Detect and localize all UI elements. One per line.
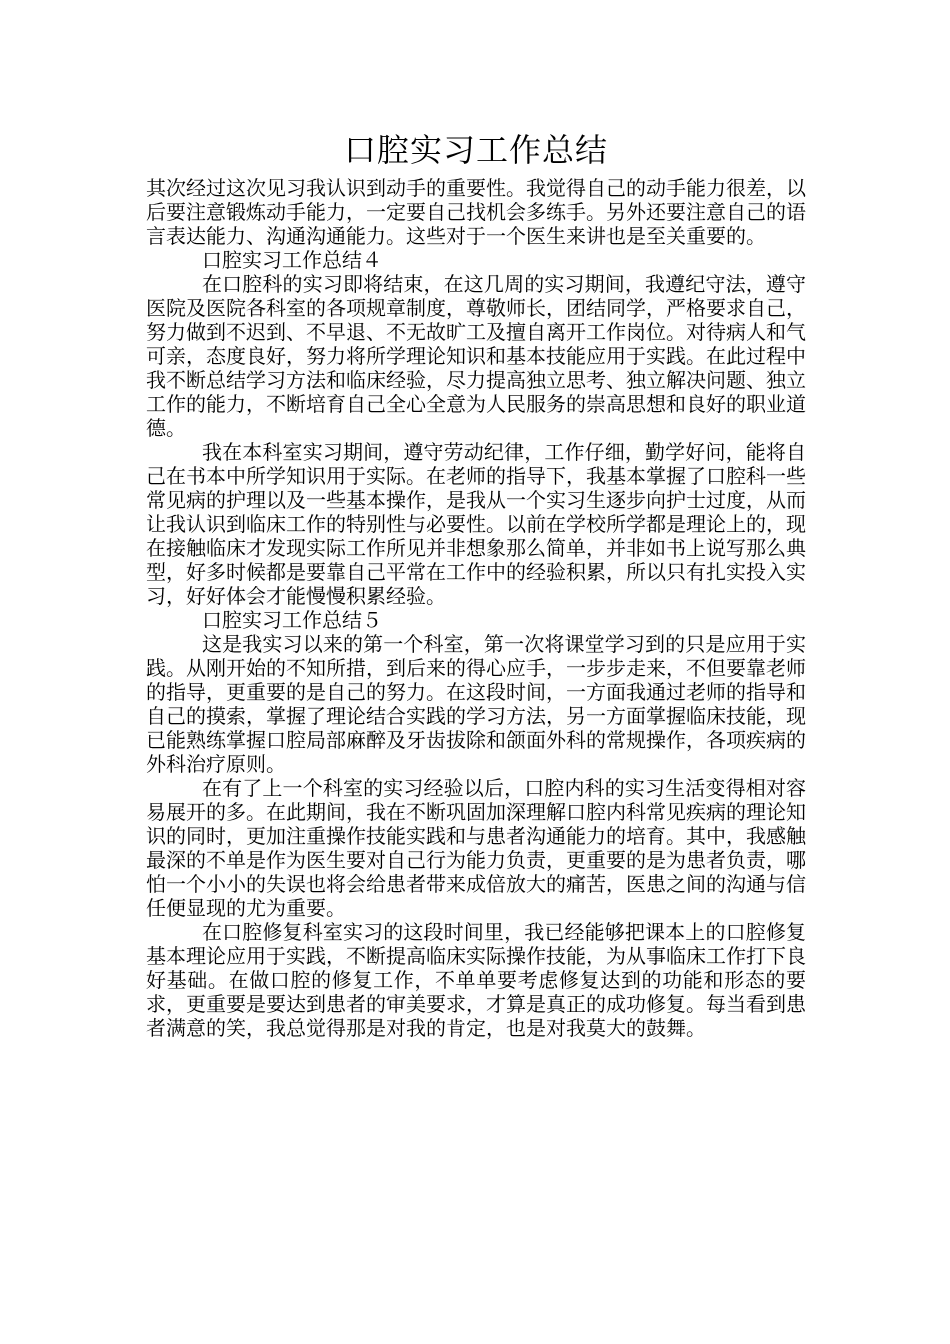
section-heading-4: 口腔实习工作总结４ [202,248,382,272]
document-page [146,128,806,1040]
section-heading-5: 口腔实习工作总结５ [202,608,382,632]
paragraph-section4-2: 我在本科室实习期间，遵守劳动纪律，工作仔细，勤学好问，能将自己在书本中所学知识用于实际。在老师的指导下，我基本掌握了口腔科一些常见病的护理以及一些基本操作，是我从一个实习生逐步向护士过度，从而让我认识到临床工作的特别性与必要性。以前在学校所学都是理论上的，现在接触临床才发现实际工作所见并非想象那么简单，并非如书上说写那么典型，好多时候都是要靠自己平常在工作中的经验积累，所以只有扎实投入实习，好好体会才能慢慢积累经验。 [146,440,806,608]
paragraph-section4-1: 在口腔科的实习即将结束，在这几周的实习期间，我遵纪守法，遵守医院及医院各科室的各项规章制度，尊敬师长，团结同学，严格要求自己，努力做到不迟到、不早退、不无故旷工及擅自离开工作岗位。对待病人和气可亲，态度良好，努力将所学理论知识和基本技能应用于实践。在此过程中我不断总结学习方法和临床经验，尽力提高独立思考、独立解决问题、独立工作的能力，不断培育自己全心全意为人民服务的崇高思想和良好的职业道德。 [146,272,806,440]
document-title: 口腔实习工作总结 [343,131,608,169]
paragraph-section5-1: 这是我实习以来的第一个科室，第一次将课堂学习到的只是应用于实践。从刚开始的不知所措，到后来的得心应手，一步步走来，不但要靠老师的指导，更重要的是自己的努力。在这段时间，一方面我通过老师的指导和自己的摸索，掌握了理论结合实践的学习方法，另一方面掌握临床技能，现已能熟练掌握口腔局部麻醉及牙齿拔除和颌面外科的常规操作，各项疾病的外科治疗原则。 [146,632,806,776]
paragraph-intro: 其次经过这次见习我认识到动手的重要性。我觉得自己的动手能力很差，以后要注意锻炼动手能力，一定要自己找机会多练手。另外还要注意自己的语言表达能力、沟通沟通能力。这些对于一个医生来讲也是至关重要的。 [146,176,806,248]
paragraph-section5-3: 在口腔修复科室实习的这段时间里，我已经能够把课本上的口腔修复基本理论应用于实践，不断提高临床实际操作技能，为从事临床工作打下良好基础。在做口腔的修复工作，不单单要考虑修复达到的功能和形态的要求，更重要是要达到患者的审美要求，才算是真正的成功修复。每当看到患者满意的笑，我总觉得那是对我的肯定，也是对我莫大的鼓舞。 [146,920,806,1040]
paragraph-section5-2: 在有了上一个科室的实习经验以后，口腔内科的实习生活变得相对容易展开的多。在此期间，我在不断巩固加深理解口腔内科常见疾病的理论知识的同时，更加注重操作技能实践和与患者沟通能力的培育。其中，我感触最深的不单是作为医生要对自己行为能力负责，更重要的是为患者负责，哪怕一个小小的失误也将会给患者带来成倍放大的痛苦，医患之间的沟通与信任便显现的尤为重要。 [146,776,806,920]
